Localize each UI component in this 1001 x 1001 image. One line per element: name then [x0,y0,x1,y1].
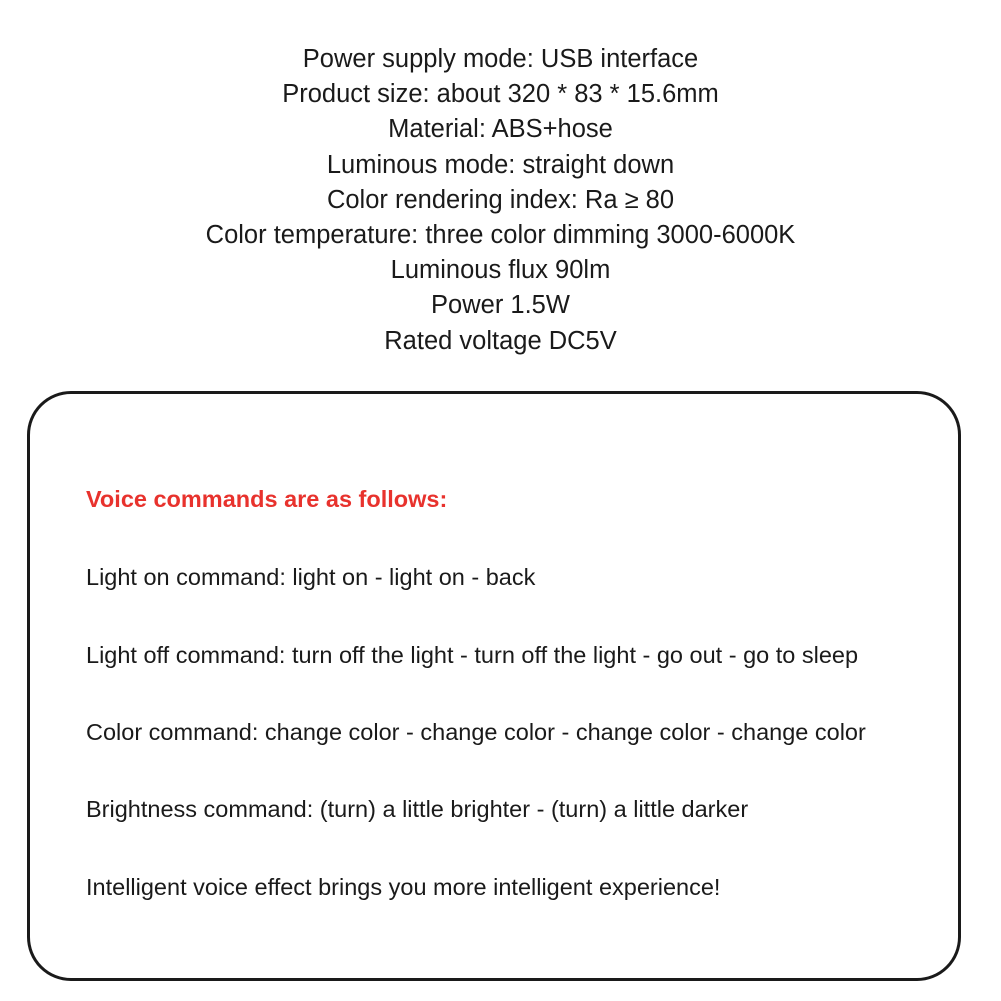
light-off-command: Light off command: turn off the light - turn off the light - go out - go to sleep [86,642,859,668]
spec-color-temperature: Color temperature: three color dimming 3000-6000K [205,221,796,250]
light-on-command: Light on command: light on - light on - back [86,564,536,590]
brightness-command: Brightness command: (turn) a little brighter - (turn) a little darker [86,796,749,822]
spec-power-supply-mode: Power supply mode: USB interface [302,45,699,73]
specifications-list [0,42,1001,359]
spec-luminous-mode: Luminous mode: straight down [326,150,675,179]
spec-material: Material: ABS+hose [388,115,613,144]
color-command: Color command: change color - change color - change color - change color [86,719,866,745]
spec-power: Power 1.5W [431,291,570,320]
spec-luminous-flux: Luminous flux 90lm [390,256,611,285]
intelligent-voice-note: Intelligent voice effect brings you more intelligent experience! [86,874,721,900]
spec-rated-voltage: Rated voltage DC5V [384,326,617,355]
voice-commands-heading: Voice commands are as follows: [86,486,448,512]
spec-color-rendering-index: Color rendering index: Ra ≥ 80 [326,185,675,214]
spec-product-size: Product size: about 320 * 83 * 15.6mm [282,80,719,109]
